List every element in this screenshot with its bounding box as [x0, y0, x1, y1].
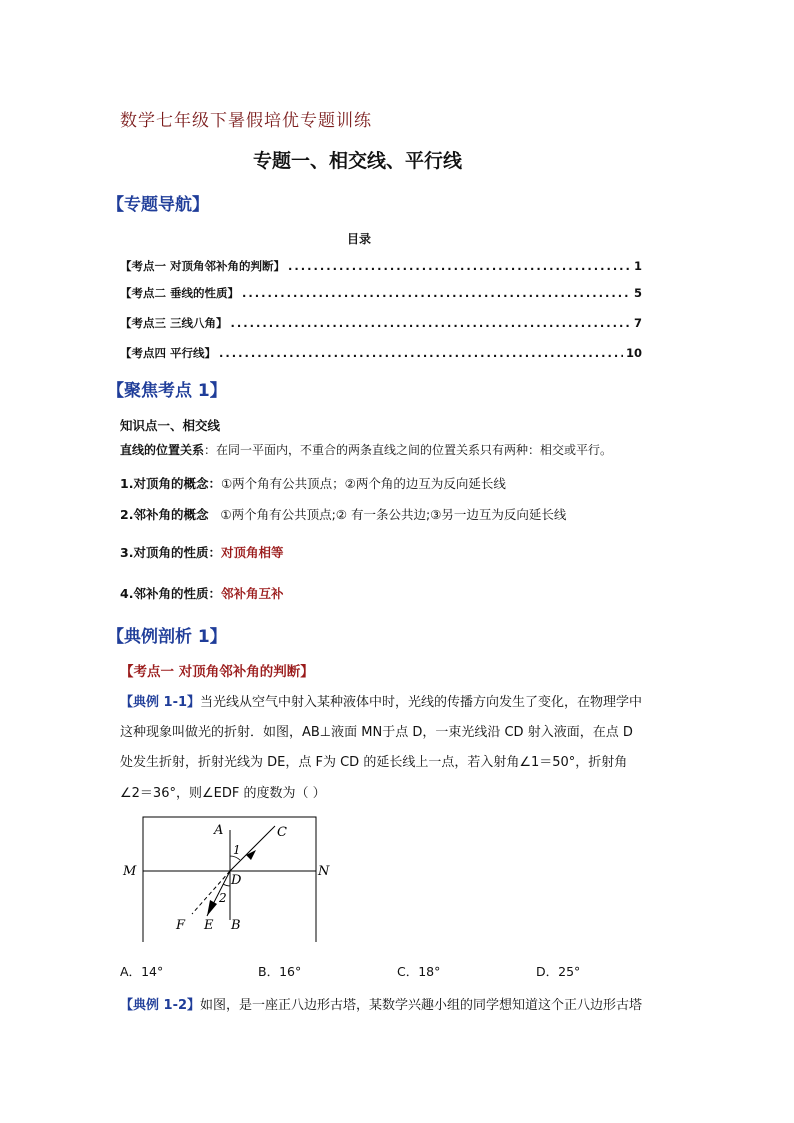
toc-heading: 目录 — [346, 232, 371, 246]
position-term: 直线的位置关系 — [120, 443, 205, 457]
position-text: ：在同一平面内，不重合的两条直线之间的位置关系只有两种：相交或平行。 — [204, 443, 613, 457]
kp1-heading: 【考点一 对顶角邻补角的判断】 — [120, 664, 314, 680]
point-label-a: A — [214, 823, 224, 838]
toc-row[interactable] — [120, 345, 642, 361]
toc-row[interactable] — [120, 315, 642, 331]
point-label-n: N — [318, 864, 330, 879]
point-label-d: D — [231, 873, 242, 888]
point-label-m: M — [123, 864, 137, 879]
example1-line2: 这种现象叫做光的折射．如图，AB⊥液面 MN于点 D，一束光线沿 CD 射入液面，在点 D — [120, 725, 633, 740]
item-label: 4.邻补角的性质： — [120, 586, 221, 601]
section-heading-nav: 【专题导航】 — [107, 195, 209, 215]
knowledge-title: 知识点一、相交线 — [120, 418, 221, 433]
toc-row-label: 【考点四 平行线】 — [120, 346, 217, 360]
toc-row[interactable] — [120, 285, 642, 301]
toc-dot-leader — [242, 286, 631, 300]
series-title: 数学七年级下暑假培优专题训练 — [120, 111, 372, 131]
refraction-figure — [115, 812, 345, 942]
item-label: 3.对顶角的性质： — [120, 545, 221, 560]
point-label-e: E — [204, 918, 214, 933]
angle-label-2: 2 — [219, 891, 227, 905]
angle-label-1: 1 — [233, 843, 241, 857]
knowledge-position-line — [120, 441, 612, 458]
example2-tag: 【典例 1-2】 — [120, 998, 201, 1013]
knowledge-item-2 — [120, 505, 566, 523]
option-a[interactable]: A．14° — [120, 964, 164, 979]
toc-dot-leader — [231, 316, 631, 330]
toc-dot-leader — [219, 346, 623, 360]
section-heading-focus: 【聚焦考点 1】 — [107, 381, 227, 401]
document-title: 专题一、相交线、平行线 — [253, 150, 463, 172]
example1-line3: 处发生折射，折射光线为 DE，点 F为 CD 的延长线上一点，若入射角∠1＝50°，折射角 — [120, 755, 628, 770]
item-text: ①两个角有公共顶点;② 有一条公共边;③另一边互为反向延长线 — [220, 507, 567, 522]
example1-line4: ∠2＝36°，则∠EDF 的度数为（ ） — [120, 786, 326, 801]
example2-text: 如图，是一座正八边形古塔，某数学兴趣小组的同学想知道这个正八边形古塔 — [200, 998, 643, 1013]
toc-row-page: 10 — [625, 346, 642, 360]
knowledge-item-1 — [120, 474, 506, 492]
item-label: 2.邻补角的概念 — [120, 507, 209, 522]
example1-text: 当光线从空气中射入某种液体中时，光线的传播方向发生了变化，在物理学中 — [200, 695, 643, 710]
incident-arrow-icon — [246, 850, 256, 860]
angle2-arc — [223, 884, 230, 886]
toc-row-page: 7 — [633, 316, 642, 330]
item-label: 1.对顶角的概念： — [120, 476, 221, 491]
option-c[interactable]: C．18° — [397, 964, 441, 979]
toc-row-label: 【考点一 对顶角邻补角的判断】 — [120, 259, 286, 273]
knowledge-item-4 — [120, 584, 283, 602]
toc-dot-leader — [288, 259, 631, 273]
item-value: 对顶角相等 — [220, 545, 284, 560]
example1-line1 — [120, 691, 642, 710]
point-label-c: C — [277, 825, 287, 840]
toc-row[interactable] — [120, 258, 642, 274]
toc-row-page: 1 — [633, 259, 642, 273]
option-d[interactable]: D．25° — [536, 964, 581, 979]
point-label-f: F — [176, 918, 186, 933]
refracted-arrow-icon — [207, 900, 217, 916]
knowledge-item-3 — [120, 543, 283, 561]
toc-row-page: 5 — [633, 286, 642, 300]
item-value: 邻补角互补 — [220, 586, 284, 601]
toc-row-label: 【考点二 垂线的性质】 — [120, 286, 240, 300]
point-label-b: B — [231, 918, 241, 933]
item-text: ①两个角有公共顶点；②两个角的边互为反向延长线 — [220, 476, 506, 491]
section-heading-example: 【典例剖析 1】 — [107, 627, 227, 647]
example2-line1 — [120, 994, 642, 1013]
option-b[interactable]: B．16° — [258, 964, 302, 979]
example1-tag: 【典例 1-1】 — [120, 695, 201, 710]
toc-row-label: 【考点三 三线八角】 — [120, 316, 228, 330]
